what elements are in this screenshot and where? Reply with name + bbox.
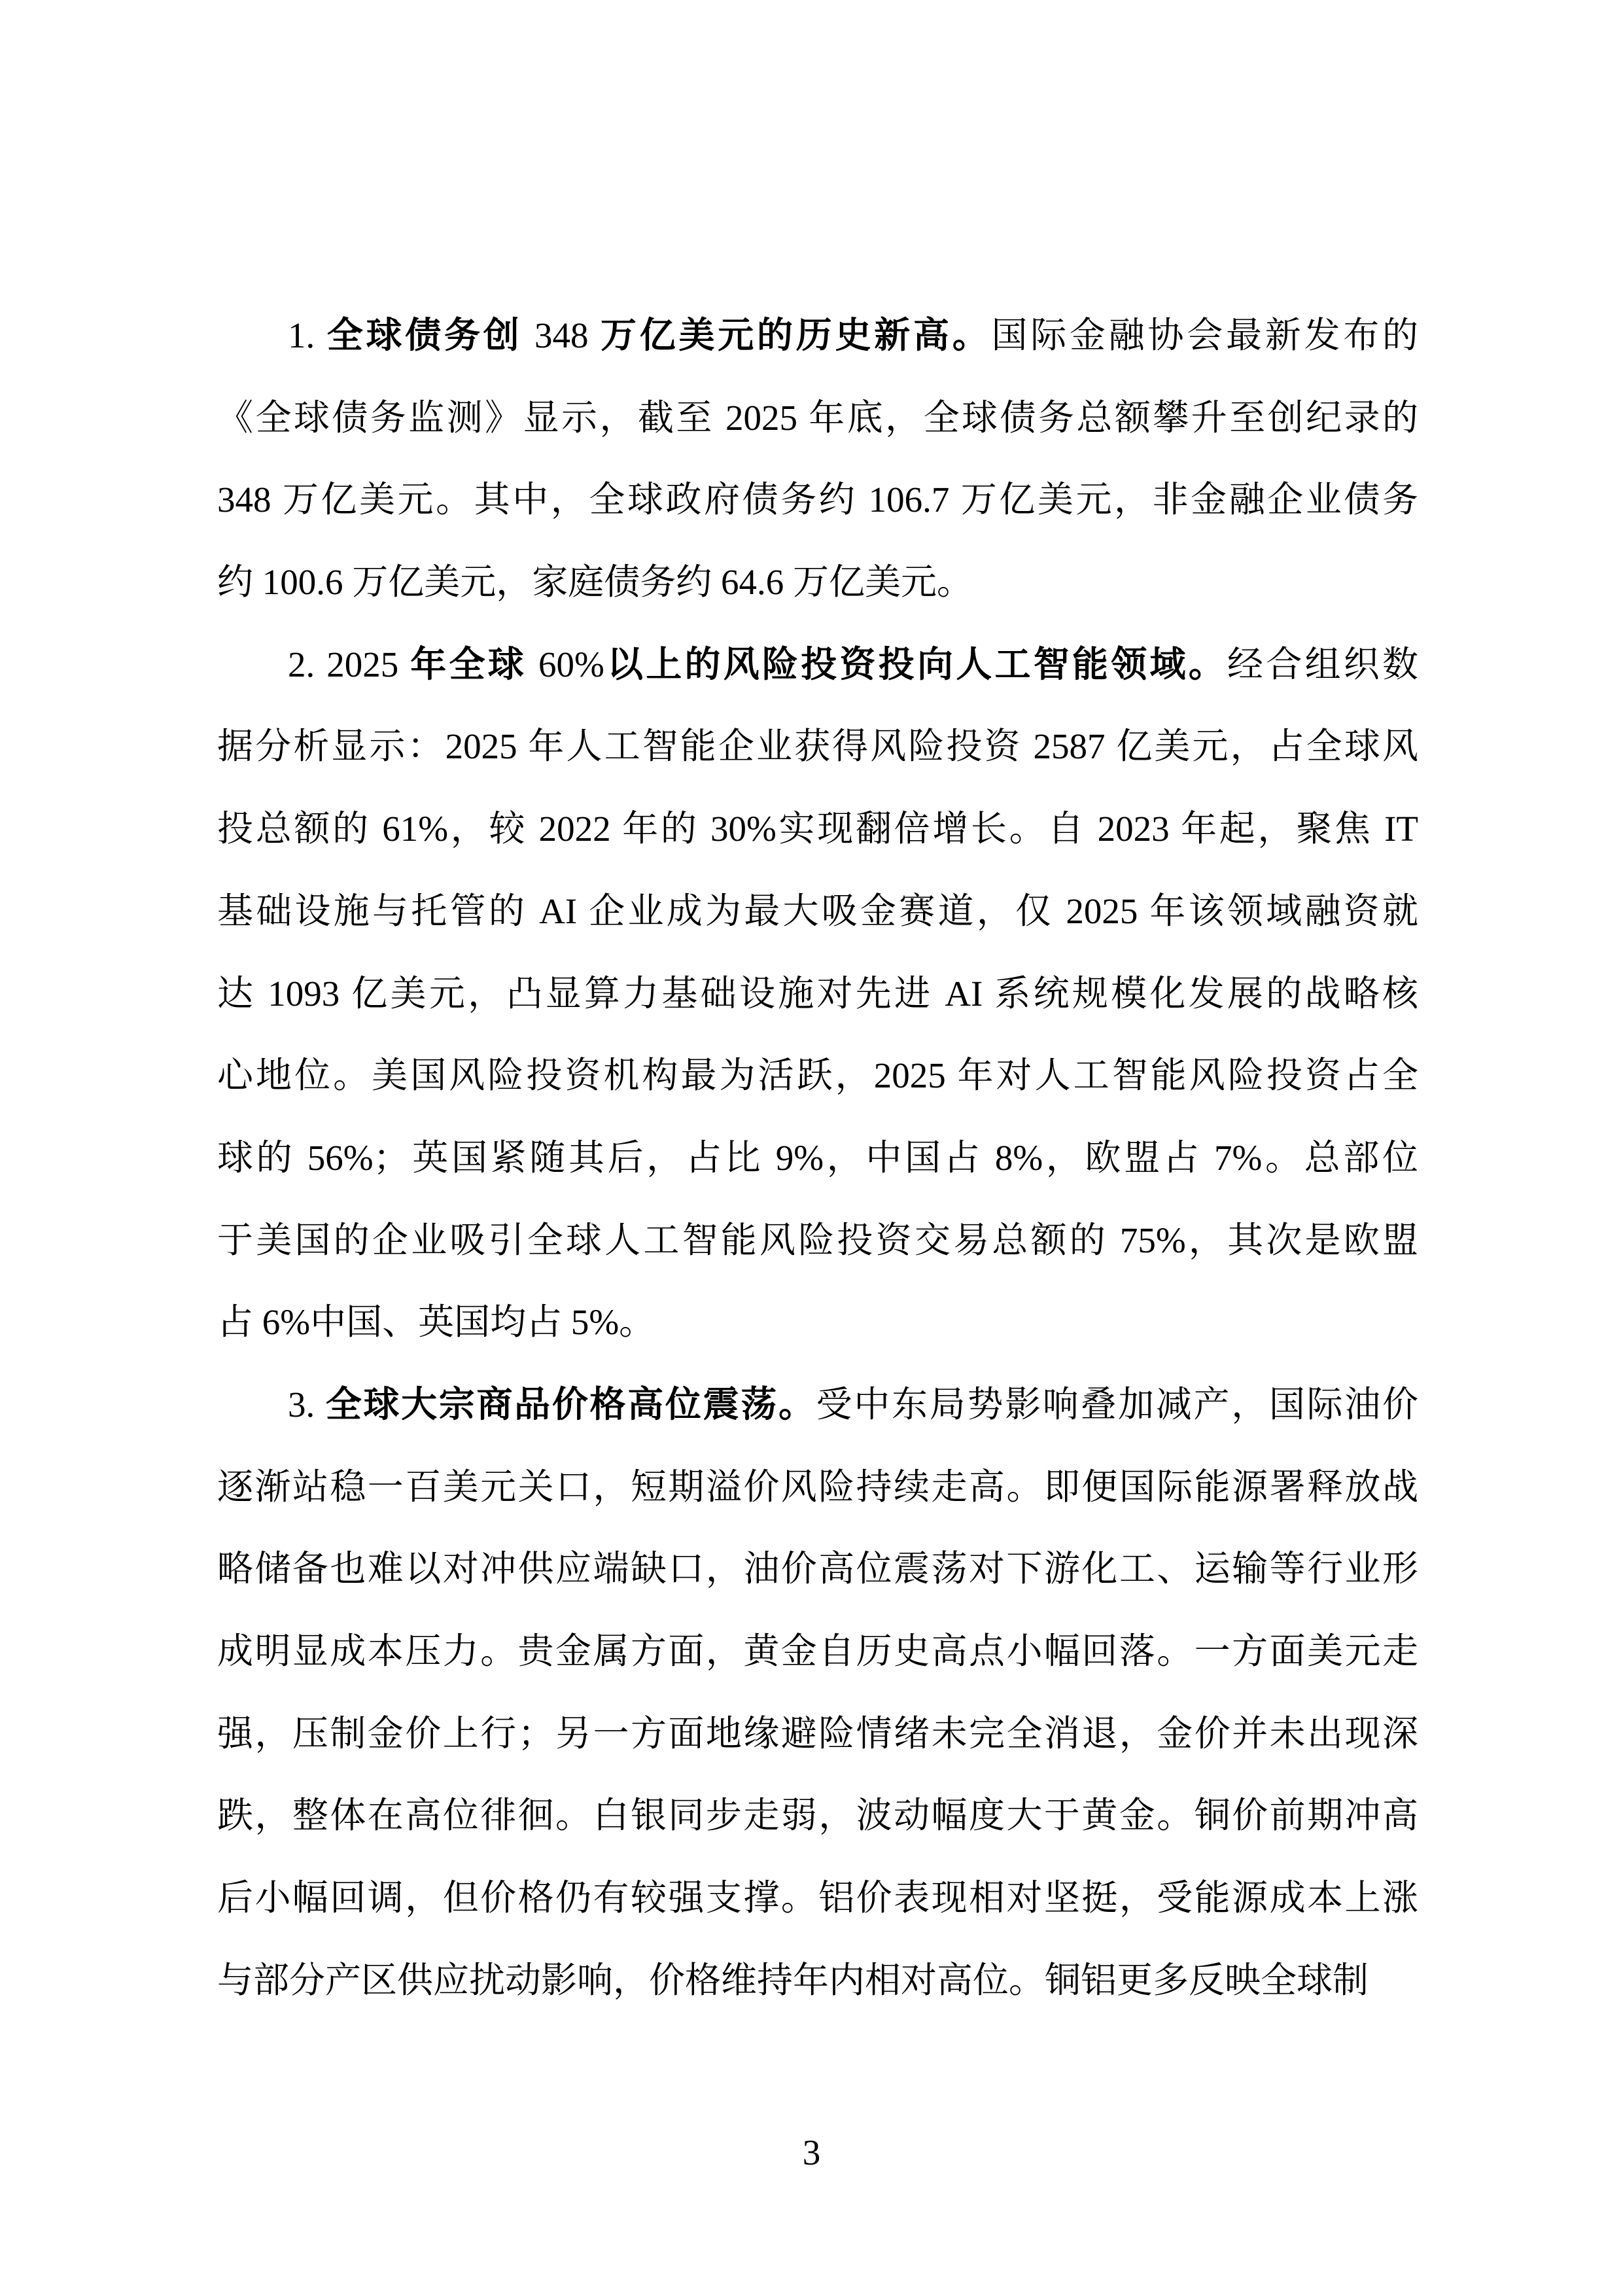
text-line: 2. 2025 年全球 60%以上的风险投资投向人工智能领域。经合组织数 (288, 644, 1418, 684)
text-line: 于美国的企业吸引全球人工智能风险投资交易总额的 75%，其次是欧盟 (217, 1220, 1418, 1260)
text-line: 略储备也难以对冲供应端缺口，油价高位震荡对下游化工、运输等行业形 (217, 1549, 1418, 1589)
document-body (217, 294, 1418, 2021)
paragraph (217, 294, 1418, 624)
text-line: 1. 全球债务创 348 万亿美元的历史新高。国际金融协会最新发布的 (288, 315, 1418, 355)
paragraph-lead-bold: 1. 全球债务创 348 万亿美元的历史新高。 (288, 315, 992, 355)
text-line: 基础设施与托管的 AI 企业成为最大吸金赛道，仅 2025 年该领域融资就 (217, 891, 1418, 931)
text-line: 成明显成本压力。贵金属方面，黄金自历史高点小幅回落。一方面美元走 (217, 1631, 1418, 1671)
paragraph (217, 1364, 1418, 2022)
text-line: 强，压制金价上行；另一方面地缘避险情绪未完全消退，金价并未出现深 (217, 1713, 1418, 1754)
paragraph-lead-bold: 2. 2025 年全球 60%以上的风险投资投向人工智能领域。 (288, 644, 1227, 684)
text-line: 逐渐站稳一百美元关口，短期溢价风险持续走高。即便国际能源署释放战 (217, 1466, 1418, 1507)
text-line: 《全球债务监测》显示，截至 2025 年底，全球债务总额攀升至创纪录的 (217, 397, 1418, 438)
page-number: 3 (802, 2132, 821, 2172)
text-line: 约 100.6 万亿美元，家庭债务约 64.6 万亿美元。 (217, 562, 973, 603)
text-line: 球的 56%；英国紧随其后，占比 9%，中国占 8%，欧盟占 7%。总部位 (217, 1137, 1418, 1178)
paragraph-lead-bold: 3. 全球大宗商品价格高位震荡。 (288, 1384, 816, 1424)
text-line: 后小幅回调，但价格仍有较强支撑。铝价表现相对坚挺，受能源成本上涨 (217, 1878, 1418, 1918)
text-line: 与部分产区供应扰动影响，价格维持年内相对高位。铜铝更多反映全球制 (217, 1960, 1369, 2000)
text-line: 心地位。美国风险投资机构最为活跃，2025 年对人工智能风险投资占全 (217, 1055, 1418, 1096)
text-line: 据分析显示：2025 年人工智能企业获得风险投资 2587 亿美元，占全球风 (217, 726, 1418, 767)
text-line: 占 6%中国、英国均占 5%。 (217, 1302, 655, 1343)
text-line: 投总额的 61%，较 2022 年的 30%实现翻倍增长。自 2023 年起，聚焦 IT (217, 809, 1418, 849)
text-line: 348 万亿美元。其中，全球政府债务约 106.7 万亿美元，非金融企业债务 (217, 480, 1418, 520)
text-line: 跌，整体在高位徘徊。白银同步走弱，波动幅度大于黄金。铜价前期冲高 (217, 1795, 1418, 1836)
text-line: 3. 全球大宗商品价格高位震荡。受中东局势影响叠加减产，国际油价 (288, 1384, 1418, 1424)
text-line: 达 1093 亿美元，凸显算力基础设施对先进 AI 系统规模化发展的战略核 (217, 973, 1418, 1014)
paragraph (217, 624, 1418, 1364)
